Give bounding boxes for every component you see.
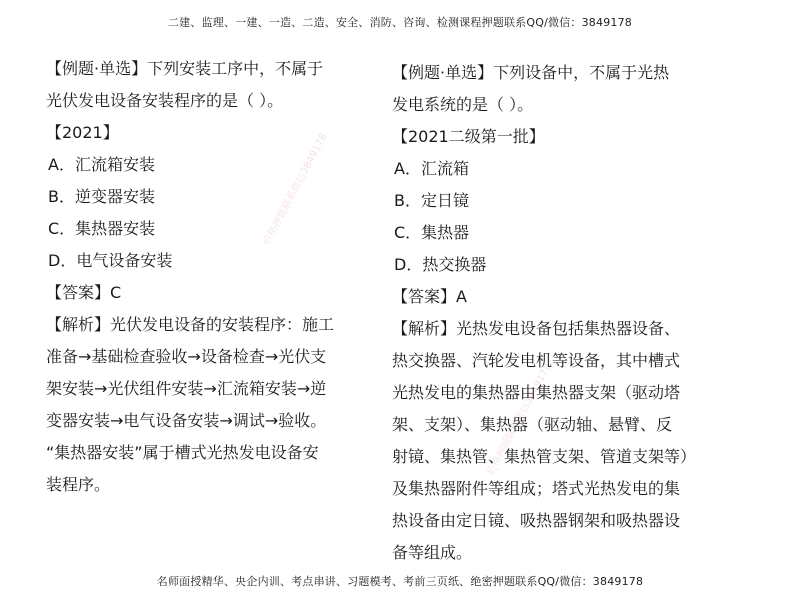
- question-year: 【2021】: [46, 123, 119, 142]
- question-line: 光伏发电设备安装程序的是（ ）。: [46, 91, 284, 110]
- analysis-line: 热设备由定日镜、吸热器钢架和吸热器设: [392, 511, 681, 530]
- question-line: 【例题·单选】下列安装工序中，不属于: [46, 59, 324, 78]
- option-a: A．汇流箱安装: [48, 155, 155, 174]
- option-a: A．汇流箱: [394, 159, 469, 178]
- analysis-line: 热交换器、汽轮发电机等设备，其中槽式: [392, 351, 681, 370]
- option-c: C．集热器安装: [48, 219, 156, 238]
- option-c: C．集热器: [394, 223, 470, 242]
- question-year: 【2021二级第一批】: [392, 127, 545, 146]
- question-line: 发电系统的是（ ）。: [392, 95, 534, 114]
- left-question-block: [46, 58, 382, 496]
- header-banner: 二建、监理、一建、一造、二造、安全、消防、咨询、检测课程押题联系QQ/微信：3849178: [167, 16, 632, 29]
- watermark: 价格押题联系微信3849178: [485, 361, 554, 478]
- analysis-line: 架、支架）、集热器（驱动轴、悬臂、反: [392, 415, 673, 434]
- analysis-line: 射镜、集热管、集热管支架、管道支架等）: [392, 447, 697, 466]
- analysis-line: 【解析】光热发电设备包括集热器设备、: [392, 319, 681, 338]
- answer: 【答案】C: [46, 283, 122, 302]
- option-b: B．定日镜: [394, 191, 469, 210]
- analysis-line: 备等组成。: [392, 543, 473, 562]
- watermark: 价格押题联系微信3849178: [261, 131, 330, 248]
- analysis-line: 准备→基础检查验收→设备检查→光伏支: [46, 347, 327, 366]
- analysis-line: 及集热器附件等组成；塔式光热发电的集: [392, 479, 681, 498]
- footer-banner: 名师面授精华、央企内训、考点串讲、习题模考、考前三页纸、绝密押题联系QQ/微信：3849178: [156, 575, 644, 588]
- note-line: 装程序。: [46, 475, 111, 494]
- option-b: B．逆变器安装: [48, 187, 155, 206]
- option-d: D．电气设备安装: [48, 251, 173, 270]
- note-line: “集热器安装”属于槽式光热发电设备安: [46, 443, 319, 462]
- answer: 【答案】A: [392, 287, 467, 306]
- analysis-line: 【解析】光伏发电设备的安装程序：施工: [46, 315, 335, 334]
- question-line: 【例题·单选】下列设备中，不属于光热: [392, 63, 670, 82]
- analysis-line: 架安装→光伏组件安装→汇流箱安装→逆: [46, 379, 327, 398]
- analysis-line: 光热发电的集热器由集热器支架（驱动塔: [392, 383, 681, 402]
- option-d: D．热交换器: [394, 255, 487, 274]
- analysis-line: 变器安装→电气设备安装→调试→验收。: [46, 411, 327, 430]
- right-question-block: [392, 62, 722, 564]
